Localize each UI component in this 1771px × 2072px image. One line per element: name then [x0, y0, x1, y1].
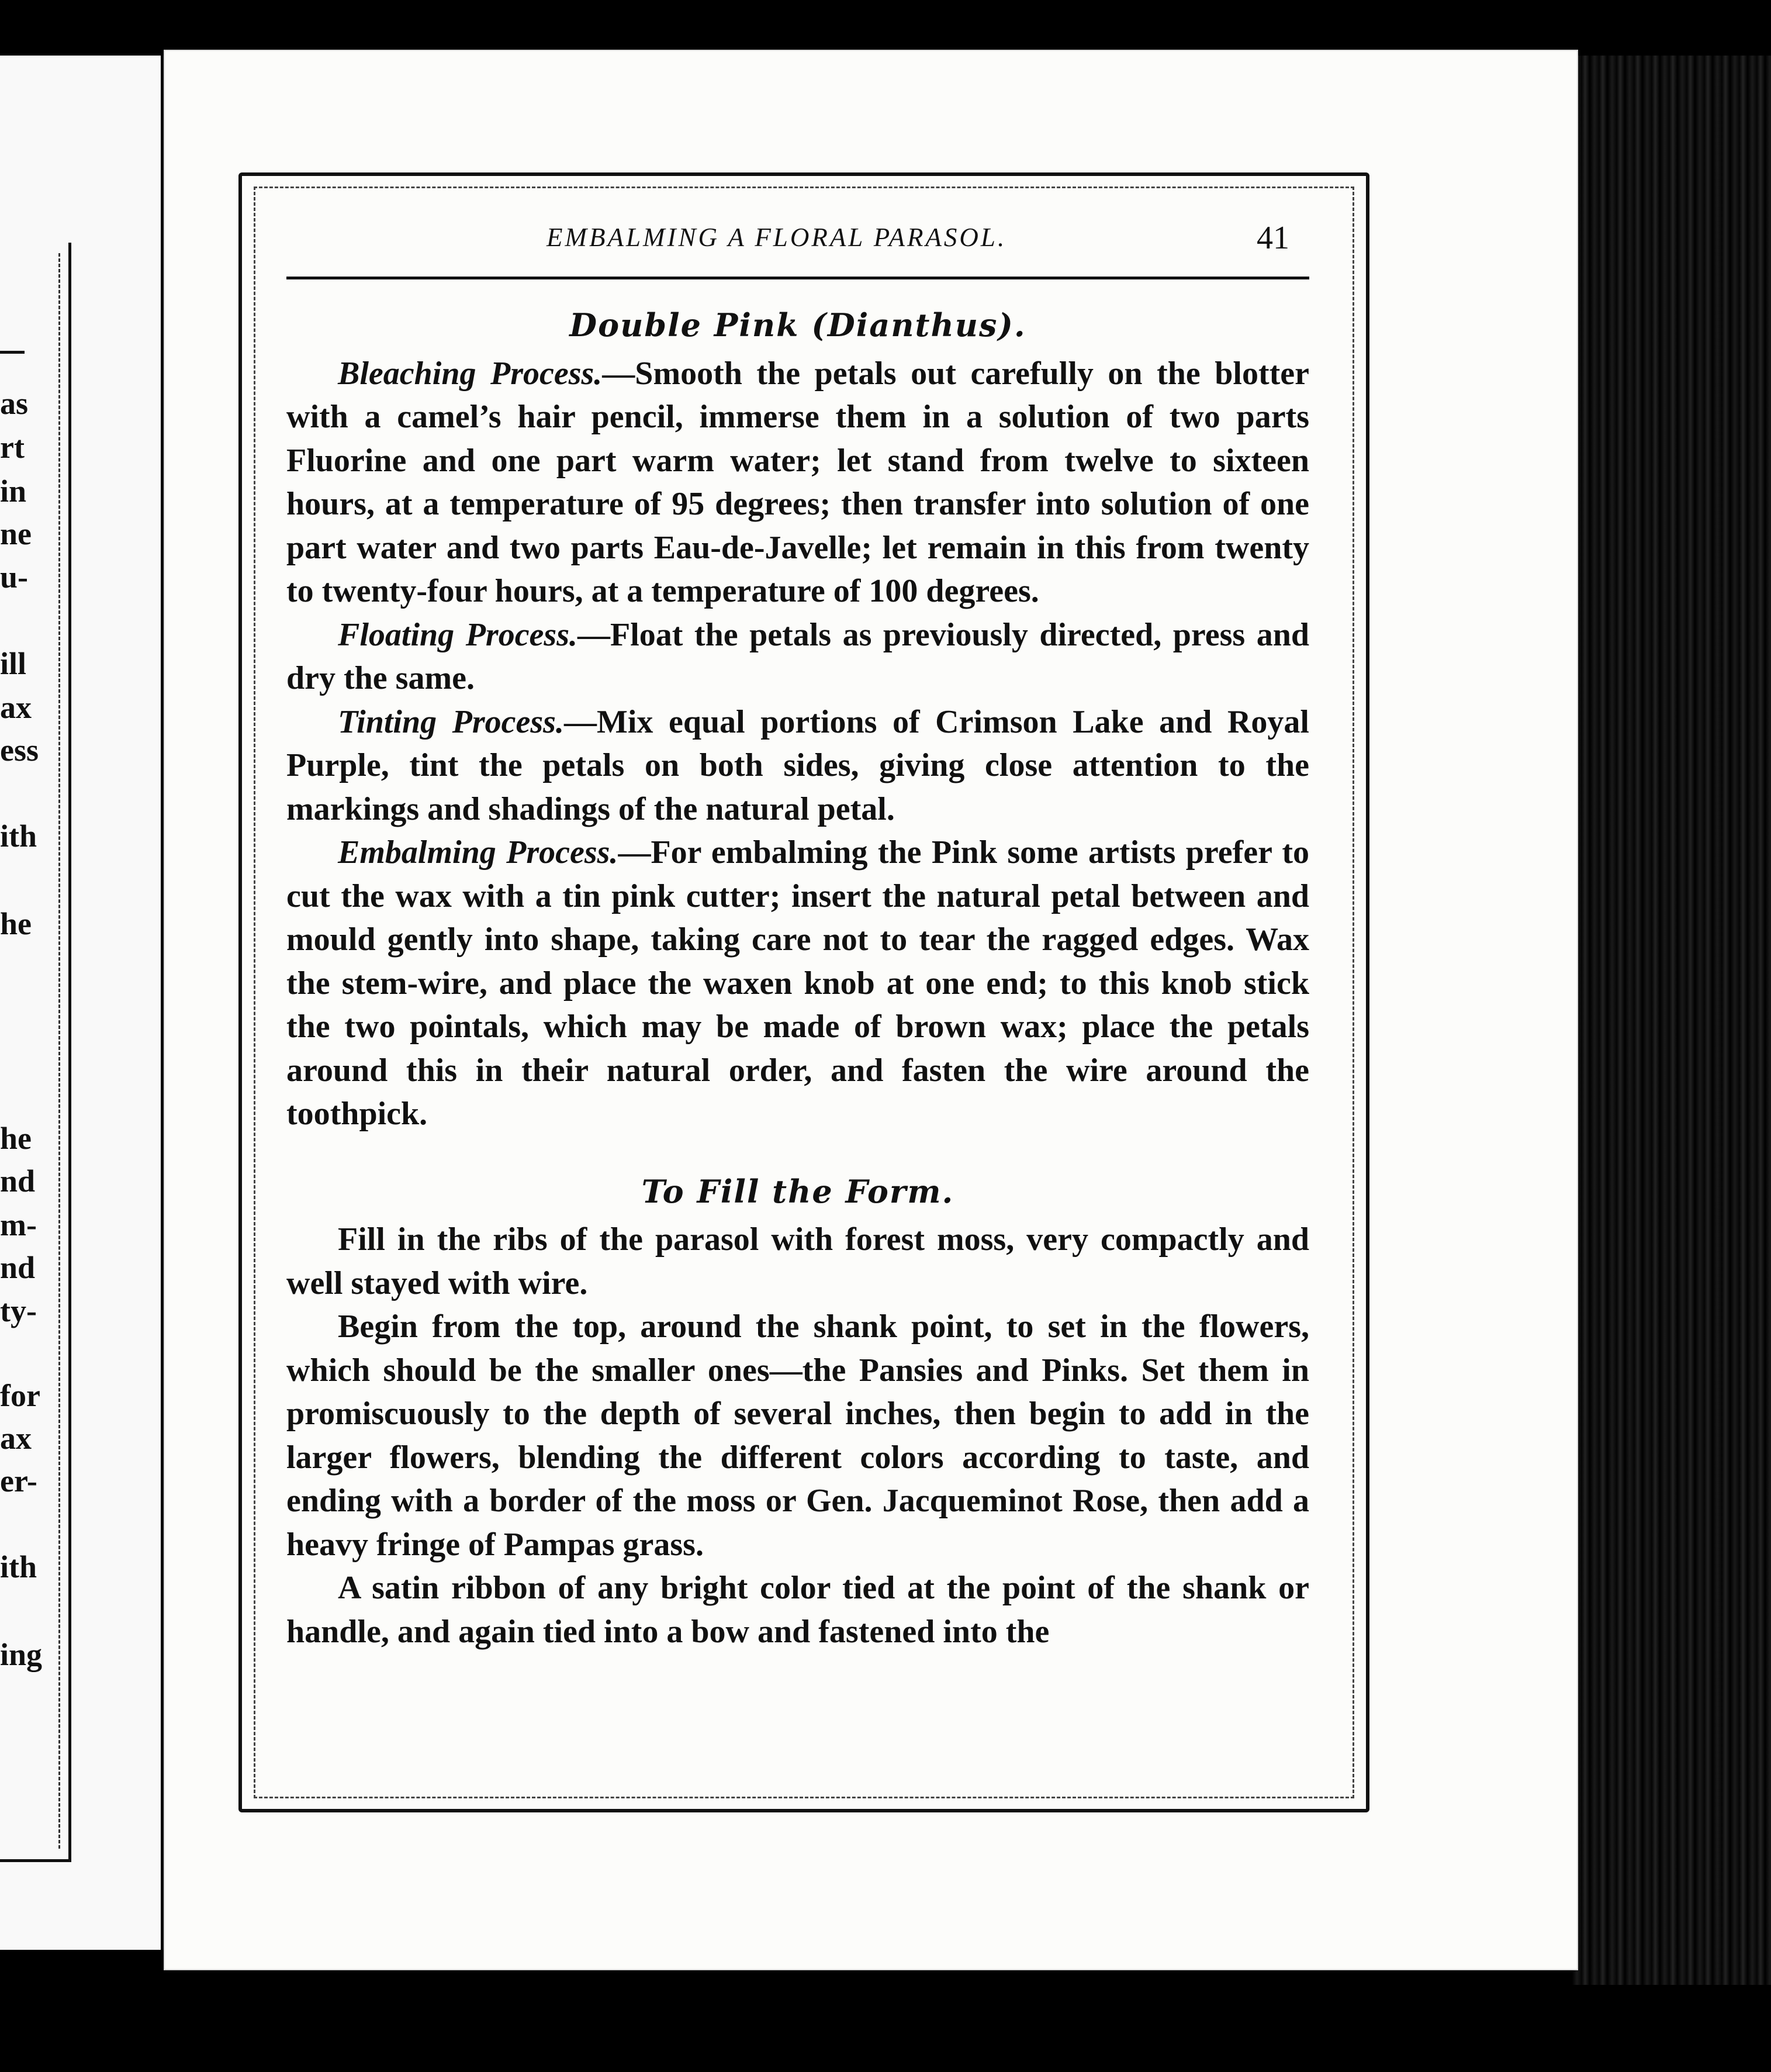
- left-text-fragment: he: [0, 1121, 32, 1156]
- running-head: EMBALMING A FLORAL PARASOL.: [546, 223, 1007, 252]
- left-text-fragment: ne: [0, 516, 32, 551]
- paragraph-bleaching: [286, 352, 1309, 613]
- book-page-edges: [1572, 56, 1771, 1985]
- paragraph-lead: Embalming Process.: [338, 834, 618, 871]
- left-text-fragment: rt: [0, 430, 25, 465]
- paragraph-fill-3: A satin ribbon of any bright color tied at the point of the shank or handle, and again tied into a bow and fastened into the: [286, 1570, 1309, 1650]
- paragraph-embalming: [286, 831, 1309, 1136]
- left-text-fragment: for: [0, 1378, 40, 1413]
- paragraph-lead: Floating Process.: [338, 616, 577, 653]
- left-text-fragment: in: [0, 474, 27, 509]
- section-title-fill-form: To Fill the Form.: [641, 1172, 954, 1210]
- left-text-fragment: ill: [0, 646, 27, 681]
- left-text-fragment: ax: [0, 1421, 32, 1456]
- paragraph-text: —Mix equal portions of Crimson Lake and Royal Purple, tint the petals on both sides, giving close attention to the markings and shadings of the natural petal.: [286, 703, 1309, 827]
- section-title-double-pink: Double Pink (Dianthus).: [569, 306, 1026, 344]
- book-page: [164, 50, 1578, 1970]
- left-text-fragment: ith: [0, 1549, 37, 1584]
- paragraph-lead: Tinting Process.: [338, 703, 564, 740]
- paragraph-floating: [286, 613, 1309, 700]
- left-text-fragment: nd: [0, 1250, 36, 1285]
- page-body: [286, 295, 1309, 1653]
- page-number: 41: [1257, 220, 1289, 256]
- left-text-fragment: ty-: [0, 1293, 37, 1328]
- left-text-fragment: ax: [0, 690, 32, 725]
- left-text-fragment: ing: [0, 1637, 43, 1672]
- left-text-fragment: u-: [0, 560, 29, 595]
- paragraph-text: —Float the petals as previously directed, press and dry the same.: [286, 616, 1310, 696]
- paragraph-text: —For embalming the Pink some artists prefer to cut the wax with a tin pink cutter; insert the natural petal between and mould gently into shape, taking care not to tear the ragged edges. Wax the stem-wire, and place the waxen knob at one end; to this knob stick the two pointals, which may be made of brown wax; place the petals around this in their natural order, and fasten the wire around the toothpick.: [286, 834, 1309, 1132]
- left-page-rule: [0, 351, 25, 354]
- left-text-fragment: er-: [0, 1463, 37, 1498]
- paragraph-fill-1: Fill in the ribs of the parasol with forest moss, very compactly and well stayed with wire.: [286, 1221, 1309, 1301]
- paragraph-fill-2: Begin from the top, around the shank point, to set in the flowers, which should be the smaller ones—the Pansies and Pinks. Set them in promiscuously to the depth of several inches, then begin to add in the larger flowers, blending the different colors according to taste, and ending with a border of the moss or Gen. Jacqueminot Rose, then add a heavy fringe of Pampas grass.: [286, 1308, 1309, 1563]
- paragraph-tinting: [286, 700, 1309, 831]
- left-text-fragment: nd: [0, 1163, 36, 1199]
- left-text-fragment: m-: [0, 1207, 37, 1242]
- left-text-fragment: as: [0, 386, 29, 421]
- paragraph-text: —Smooth the petals out carefully on the blotter with a camel’s hair pencil, immerse them in a solution of two parts Fluorine and one part warm water; let stand from twelve to sixteen hours, at a temperature of 95 degrees; then transfer into solution of one part water and two parts Eau-de-Javelle; let remain in this from twenty to twenty-four hours, at a temperature of 100 degrees.: [286, 355, 1309, 609]
- left-text-fragment: ess: [0, 733, 39, 768]
- paragraph-lead: Bleaching Process.: [338, 355, 603, 392]
- left-facing-page: [0, 56, 161, 1950]
- header-rule: [286, 277, 1309, 279]
- left-text-fragment: ith: [0, 819, 37, 854]
- left-text-fragment: he: [0, 906, 32, 941]
